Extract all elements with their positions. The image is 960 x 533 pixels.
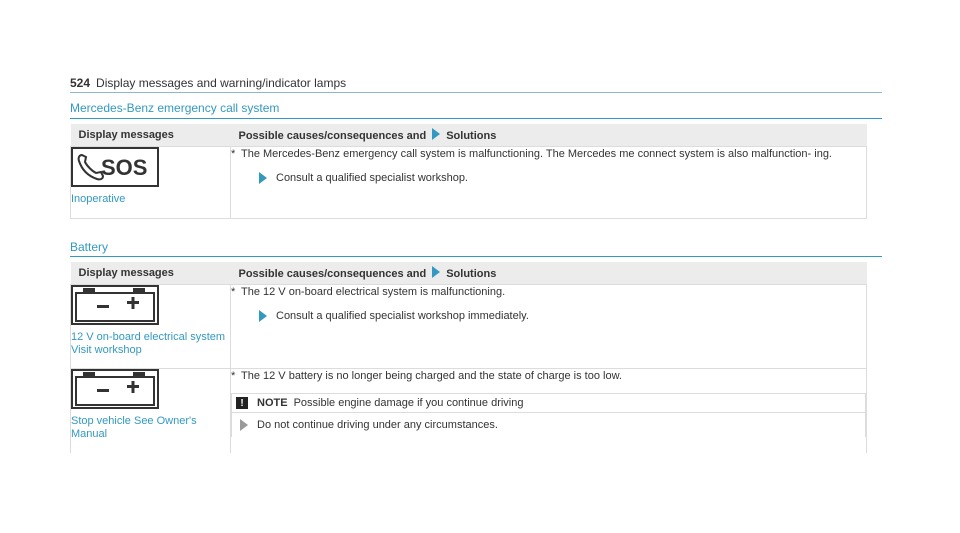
battery-table [70,262,867,453]
column-header-causes: Possible causes/consequences and [238,268,427,280]
note-instruction [232,413,865,437]
phone-icon [73,149,157,185]
solution-step [231,171,866,185]
note-header [232,394,865,413]
note-label: NOTE [257,397,288,409]
page-header [70,76,346,90]
cause-text [231,147,866,161]
table-row [71,285,867,369]
battery-icon [71,369,159,409]
column-header-causes-solutions [231,124,867,147]
cause-text [231,285,866,299]
action-arrow-icon [259,172,267,184]
column-header-causes: Possible causes/consequences and [238,130,427,142]
display-message-label: Inoperative [71,193,126,205]
column-header-causes-solutions [231,262,867,285]
sos-call-icon [71,147,159,187]
section-rule-emergency-call [70,118,882,119]
cause-star: * [231,370,236,382]
cause-star: * [231,148,236,160]
battery-icon [71,285,159,325]
column-header-display-messages: Display messages [71,124,231,147]
cause-cell [231,147,867,219]
page-number: 524 [70,76,91,90]
table-row [71,147,867,219]
cause-cell [231,285,867,369]
note-box [231,393,866,437]
section-title-battery: Battery [70,240,109,254]
battery-symbol [73,287,157,323]
cause-star: * [231,286,236,298]
action-arrow-icon [240,419,248,431]
display-message-cell [71,285,231,369]
display-message-cell [71,369,231,453]
header-rule [70,92,882,93]
display-message-label: Stop vehicle See Owner's Manual [71,415,197,440]
warning-icon: ! [236,397,248,409]
cause-text-body: The Mercedes-Benz emergency call system is malfunctioning. The Mercedes me connect system is also malfunction- ing. [241,148,832,160]
cause-cell [231,369,867,453]
battery-symbol [73,371,157,407]
table-header-row [71,124,867,147]
display-message-label: 12 V on-board electrical system Visit workshop [71,331,226,356]
table-row [71,369,867,453]
arrow-right-icon [432,266,440,278]
section-title-emergency-call: Mercedes-Benz emergency call system [70,101,280,115]
emergency-call-table [70,124,867,219]
solution-text: Consult a qualified specialist workshop. [276,172,468,184]
cause-text [231,369,866,383]
arrow-right-icon [432,128,440,140]
column-header-solutions: Solutions [446,268,497,280]
display-message-cell [71,147,231,219]
page-header-title: Display messages and warning/indicator lamps [96,76,347,90]
solution-text: Consult a qualified specialist workshop immediately. [276,310,529,322]
note-text: Possible engine damage if you continue driving [293,397,524,409]
solution-step [231,309,866,323]
table-header-row [71,262,867,285]
sos-text: SOS [101,155,148,180]
cause-text-body: The 12 V on-board electrical system is malfunctioning. [241,286,506,298]
cause-text-body: The 12 V battery is no longer being charged and the state of charge is too low. [241,370,622,382]
column-header-solutions: Solutions [446,130,497,142]
column-header-display-messages: Display messages [71,262,231,285]
action-arrow-icon [259,310,267,322]
note-instruction-text: Do not continue driving under any circumstances. [257,419,498,431]
section-rule-battery [70,256,882,257]
